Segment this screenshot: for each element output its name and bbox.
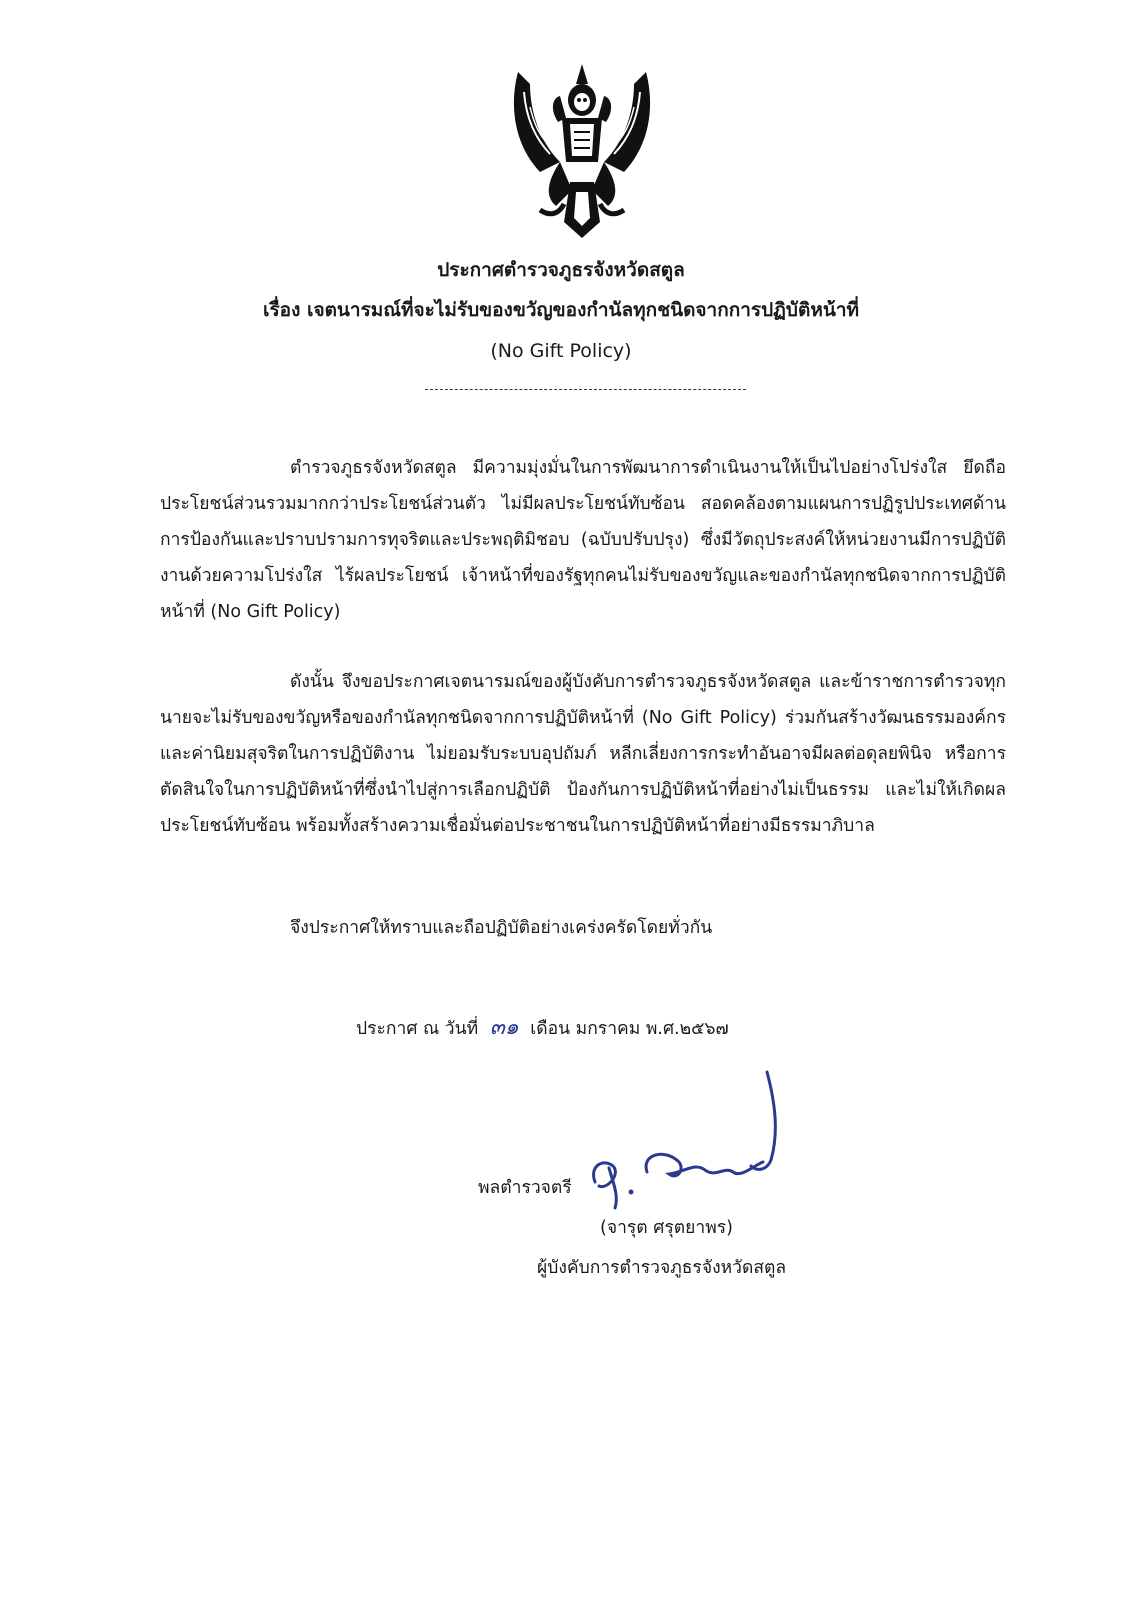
title-divider [425,389,746,390]
body-paragraph-1 [160,450,1006,630]
signer-rank: พลตำรวจตรี [478,1178,572,1198]
paragraph-1-text: ตำรวจภูธรจังหวัดสตูล มีความมุ่งมั่นในการพัฒนาการดำเนินงานให้เป็นไปอย่างโปร่งใส ยึดถือประโยชน์ส่วนรวมมากกว่าประโยชน์ส่วนตัว ไม่มีผลประโยชน์ทับซ้อน สอดคล้องตามแผนการปฏิรูปประเทศด้านการป้องกันและปราบปรามการทุจริตและประพฤติมิชอบ (ฉบับปรับปรุง) ซึ่งมีวัตถุประสงค์ให้หน่วยงานมีการปฏิบัติงานด้วยความโปร่งใส ไร้ผลประโยชน์ เจ้าหน้าที่ของรัฐทุกคนไม่รับของขวัญและของกำนัลทุกชนิดจากการปฏิบัติหน้าที่ (No Gift Policy) [160,458,1006,622]
date-day-handwritten: ๓๑ [489,1015,519,1040]
announcement-date [356,1013,916,1044]
closing-statement: จึงประกาศให้ทราบและถือปฏิบัติอย่างเคร่งครัดโดยทั่วกัน [290,918,713,938]
signer-position: ผู้บังคับการตำรวจภูธรจังหวัดสตูล [537,1258,787,1278]
body-paragraph-2 [160,664,1006,844]
policy-name: (No Gift Policy) [490,340,632,362]
date-suffix: เดือน มกราคม พ.ศ.๒๕๖๗ [530,1019,729,1039]
announcement-subject: เรื่อง เจตนารมณ์ที่จะไม่รับของขวัญของกำนัลทุกชนิดจากการปฏิบัติหน้าที่ [262,299,860,321]
handwritten-signature [585,1062,795,1212]
date-prefix: ประกาศ ณ วันที่ [356,1019,479,1039]
announcement-title: ประกาศตำรวจภูธรจังหวัดสตูล [437,259,685,281]
paragraph-2-text: ดังนั้น จึงขอประกาศเจตนารมณ์ของผู้บังคับการตำรวจภูธรจังหวัดสตูล และข้าราชการตำรวจทุกนายจะไม่รับของขวัญหรือของกำนัลทุกชนิดจากการปฏิบัติหน้าที่ (No Gift Policy) ร่วมกันสร้างวัฒนธรรมองค์กรและค่านิยมสุจริตในการปฏิบัติงาน ไม่ยอมรับระบบอุปถัมภ์ หลีกเลี่ยงการกระทำอันอาจมีผลต่อดุลยพินิจ หรือการตัดสินใจในการปฏิบัติหน้าที่ซึ่งนำไปสู่การเลือกปฏิบัติ ป้องกันการปฏิบัติหน้าที่อย่างไม่เป็นธรรม และไม่ให้เกิดผลประโยชน์ทับซ้อน พร้อมทั้งสร้างความเชื่อมั่นต่อประชาชนในการปฏิบัติหน้าที่อย่างมีธรรมาภิบาล [160,672,1006,836]
signer-name: (จารุต ศรุตยาพร) [600,1218,733,1238]
garuda-emblem-icon [500,62,664,242]
